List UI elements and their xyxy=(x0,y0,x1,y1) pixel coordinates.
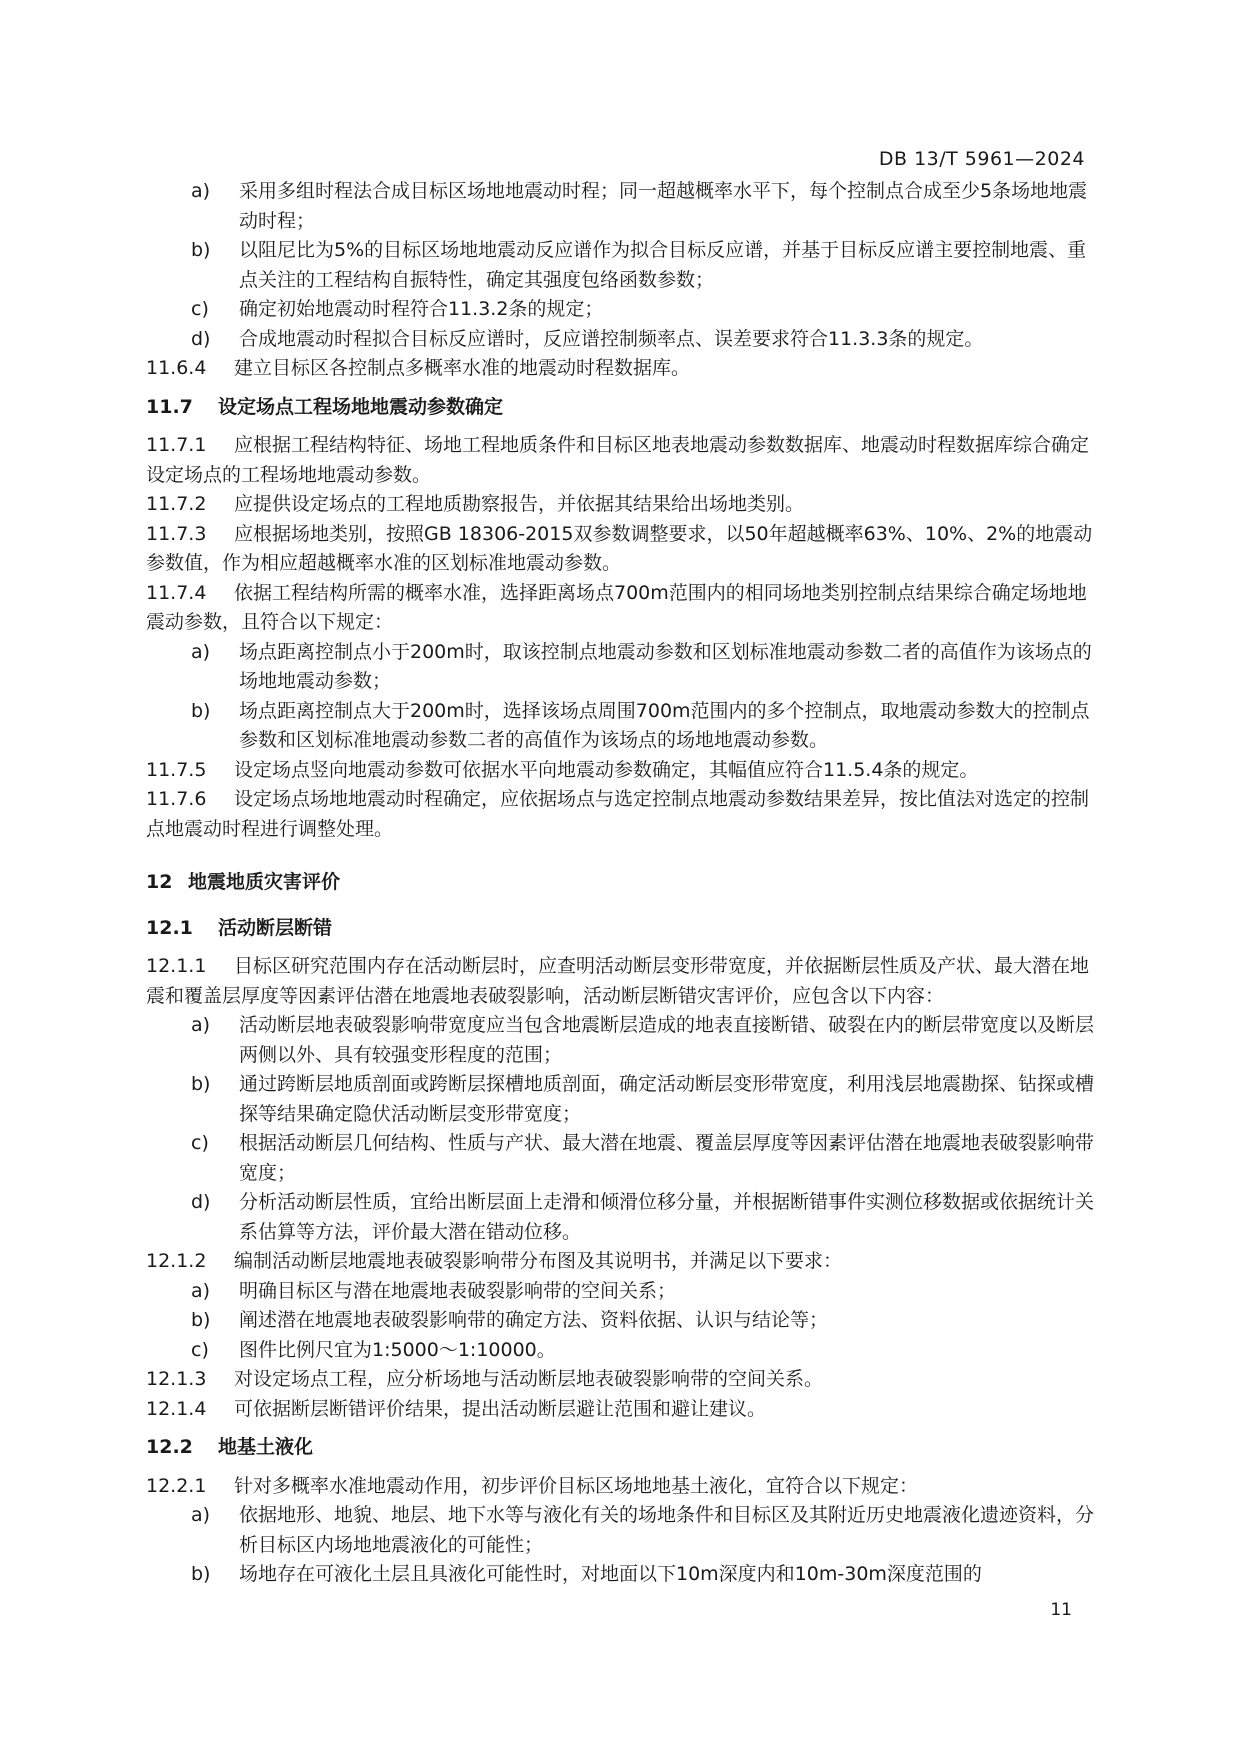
clause-text: 目标区研究范围内存在活动断层时，应查明活动断层变形带宽度，并依据断层性质及产状、最大潜在地震和覆盖层厚度等因素评估潜在地震地表破裂影响，活动断层断错灾害评价，应包含以下内容： xyxy=(146,955,1090,1007)
clause-paragraph xyxy=(146,1365,1096,1395)
list-marker: c) xyxy=(191,1132,209,1154)
clause-number: 12.2.1 xyxy=(146,1474,207,1497)
clause-number: 11.7.5 xyxy=(146,758,207,781)
list-item xyxy=(146,295,1096,325)
clause-number: 11.6.4 xyxy=(146,357,207,379)
clause-text: 活动断层地表破裂影响带宽度应当包含地震断层造成的地表直接断错、破裂在内的断层带宽度以及断层两侧以外、具有较强变形程度的范围； xyxy=(239,1014,1095,1066)
list-marker: d) xyxy=(191,327,211,350)
list-marker: b) xyxy=(191,1563,211,1585)
clause-number: 12.1.1 xyxy=(146,955,207,977)
clause-text: 依据地形、地貌、地层、地下水等与液化有关的场地条件和目标区及其附近历史地震液化遗迹资料，分析目标区内场地地震液化的可能性； xyxy=(239,1504,1095,1556)
clause-text: 应根据工程结构特征、场地工程地质条件和目标区地表地震动参数数据库、地震动时程数据库综合确定设定场点的工程场地地震动参数。 xyxy=(146,434,1090,486)
clause-text: 场点距离控制点大于200m时，选择该场点周围700m范围内的多个控制点，取地震动参数大的控制点参数和区划标准地震动参数二者的高值作为该场点的场地地震动参数。 xyxy=(239,699,1090,751)
section-heading xyxy=(146,914,1096,944)
document-body xyxy=(146,177,1096,1590)
clause-paragraph xyxy=(146,785,1096,844)
list-marker: b) xyxy=(191,1309,211,1331)
list-marker: d) xyxy=(191,1191,211,1213)
clause-number: 11.7.4 xyxy=(146,581,207,604)
clause-text: 设定场点场地地震动时程确定，应依据场点与选定控制点地震动参数结果差异，按比值法对选定的控制点地震动时程进行调整处理。 xyxy=(146,788,1090,840)
clause-text: 采用多组时程法合成目标区场地地震动时程；同一超越概率水平下，每个控制点合成至少5条场地地震动时程； xyxy=(239,180,1088,232)
clause-number: 11.7.6 xyxy=(146,788,207,810)
clause-number: 11.7 xyxy=(146,395,193,418)
clause-number: 12 xyxy=(146,871,173,893)
clause-text: 图件比例尺宜为1:5000～1:10000。 xyxy=(239,1338,556,1361)
list-marker: c) xyxy=(191,298,209,320)
clause-number: 12.1 xyxy=(146,916,193,939)
clause-text: 应提供设定场点的工程地质勘察报告，并依据其结果给出场地类别。 xyxy=(234,493,805,515)
clause-text: 依据工程结构所需的概率水准，选择距离场点700m范围内的相同场地类别控制点结果综合确定场地地震动参数，且符合以下规定： xyxy=(146,581,1087,633)
clause-number: 11.7.2 xyxy=(146,493,207,515)
clause-text: 通过跨断层地质剖面或跨断层探槽地质剖面，确定活动断层变形带宽度，利用浅层地震勘探、钻探或槽探等结果确定隐伏活动断层变形带宽度； xyxy=(239,1073,1095,1125)
list-item xyxy=(146,638,1096,697)
clause-paragraph xyxy=(146,579,1096,638)
clause-text: 地基土液化 xyxy=(218,1436,314,1458)
list-marker: a) xyxy=(191,1014,211,1036)
list-marker: a) xyxy=(191,180,211,202)
clause-text: 针对多概率水准地震动作用，初步评价目标区场地地基土液化，宜符合以下规定： xyxy=(234,1474,919,1497)
clause-text: 以阻尼比为5%的目标区场地地震动反应谱作为拟合目标反应谱，并基于目标反应谱主要控制地震、重点关注的工程结构自振特性，确定其强度包络函数参数； xyxy=(239,239,1087,291)
clause-text: 应根据场地类别，按照GB 18306-2015双参数调整要求，以50年超越概率63%、10%、2%的地震动参数值，作为相应超越概率水准的区划标准地震动参数。 xyxy=(146,522,1093,574)
list-item xyxy=(146,1070,1096,1129)
clause-paragraph xyxy=(146,1472,1096,1502)
list-marker: c) xyxy=(191,1338,209,1361)
clause-paragraph xyxy=(146,490,1096,520)
list-item xyxy=(146,1188,1096,1247)
clause-text: 设定场点工程场地地震动参数确定 xyxy=(218,395,504,418)
clause-number: 11.7.3 xyxy=(146,522,207,545)
section-heading xyxy=(146,393,1096,423)
clause-text: 地震地质灾害评价 xyxy=(188,871,341,893)
clause-paragraph xyxy=(146,431,1096,490)
clause-text: 可依据断层断错评价结果，提出活动断层避让范围和避让建议。 xyxy=(234,1397,767,1420)
list-marker: a) xyxy=(191,640,211,663)
list-item xyxy=(146,1306,1096,1336)
list-marker: b) xyxy=(191,1073,211,1095)
list-item xyxy=(146,1501,1096,1560)
clause-number: 12.1.4 xyxy=(146,1397,207,1420)
clause-text: 场点距离控制点小于200m时，取该控制点地震动参数和区划标准地震动参数二者的高值作为该场点的场地地震动参数； xyxy=(239,640,1092,692)
list-item xyxy=(146,236,1096,295)
list-item xyxy=(146,177,1096,236)
list-item xyxy=(146,1336,1096,1366)
clause-paragraph xyxy=(146,1395,1096,1425)
section-heading xyxy=(146,1433,1096,1463)
clause-paragraph xyxy=(146,354,1096,384)
clause-text: 根据活动断层几何结构、性质与产状、最大潜在地震、覆盖层厚度等因素评估潜在地震地表破裂影响带宽度； xyxy=(239,1132,1095,1184)
clause-paragraph xyxy=(146,756,1096,786)
list-marker: b) xyxy=(191,699,211,722)
clause-text: 编制活动断层地震地表破裂影响带分布图及其说明书，并满足以下要求： xyxy=(234,1250,843,1272)
clause-paragraph xyxy=(146,952,1096,1011)
clause-text: 场地存在可液化土层且具液化可能性时，对地面以下10m深度内和10m-30m深度范围的 xyxy=(239,1563,982,1585)
list-marker: a) xyxy=(191,1504,211,1526)
list-item xyxy=(146,697,1096,756)
clause-number: 11.7.1 xyxy=(146,434,207,456)
list-item xyxy=(146,1277,1096,1307)
list-marker: a) xyxy=(191,1279,211,1302)
list-item xyxy=(146,1129,1096,1188)
clause-text: 分析活动断层性质，宜给出断层面上走滑和倾滑位移分量，并根据断错事件实测位移数据或依据统计关系估算等方法，评价最大潜在错动位移。 xyxy=(239,1191,1095,1243)
list-marker: b) xyxy=(191,239,211,261)
list-item xyxy=(146,1011,1096,1070)
clause-text: 设定场点竖向地震动参数可依据水平向地震动参数确定，其幅值应符合11.5.4条的规定。 xyxy=(234,758,979,781)
clause-number: 12.1.2 xyxy=(146,1250,207,1272)
list-item xyxy=(146,1560,1096,1590)
clause-text: 阐述潜在地震地表破裂影响带的确定方法、资料依据、认识与结论等； xyxy=(239,1309,829,1331)
clause-text: 合成地震动时程拟合目标反应谱时，反应谱控制频率点、误差要求符合11.3.3条的规定。 xyxy=(239,327,984,350)
list-item xyxy=(146,325,1096,355)
clause-text: 确定初始地震动时程符合11.3.2条的规定； xyxy=(239,298,604,320)
clause-text: 明确目标区与潜在地震地表破裂影响带的空间关系； xyxy=(239,1279,677,1302)
clause-text: 活动断层断错 xyxy=(218,916,333,939)
clause-number: 12.1.3 xyxy=(146,1368,207,1390)
page-number: 11 xyxy=(1050,1600,1072,1620)
document-id: DB 13/T 5961—2024 xyxy=(878,148,1085,170)
clause-text: 建立目标区各控制点多概率水准的地震动时程数据库。 xyxy=(234,357,691,379)
clause-text: 对设定场点工程，应分析场地与活动断层地表破裂影响带的空间关系。 xyxy=(234,1368,824,1390)
clause-number: 12.2 xyxy=(146,1436,193,1458)
clause-paragraph xyxy=(146,1247,1096,1277)
section-heading xyxy=(146,868,1096,898)
clause-paragraph xyxy=(146,520,1096,579)
